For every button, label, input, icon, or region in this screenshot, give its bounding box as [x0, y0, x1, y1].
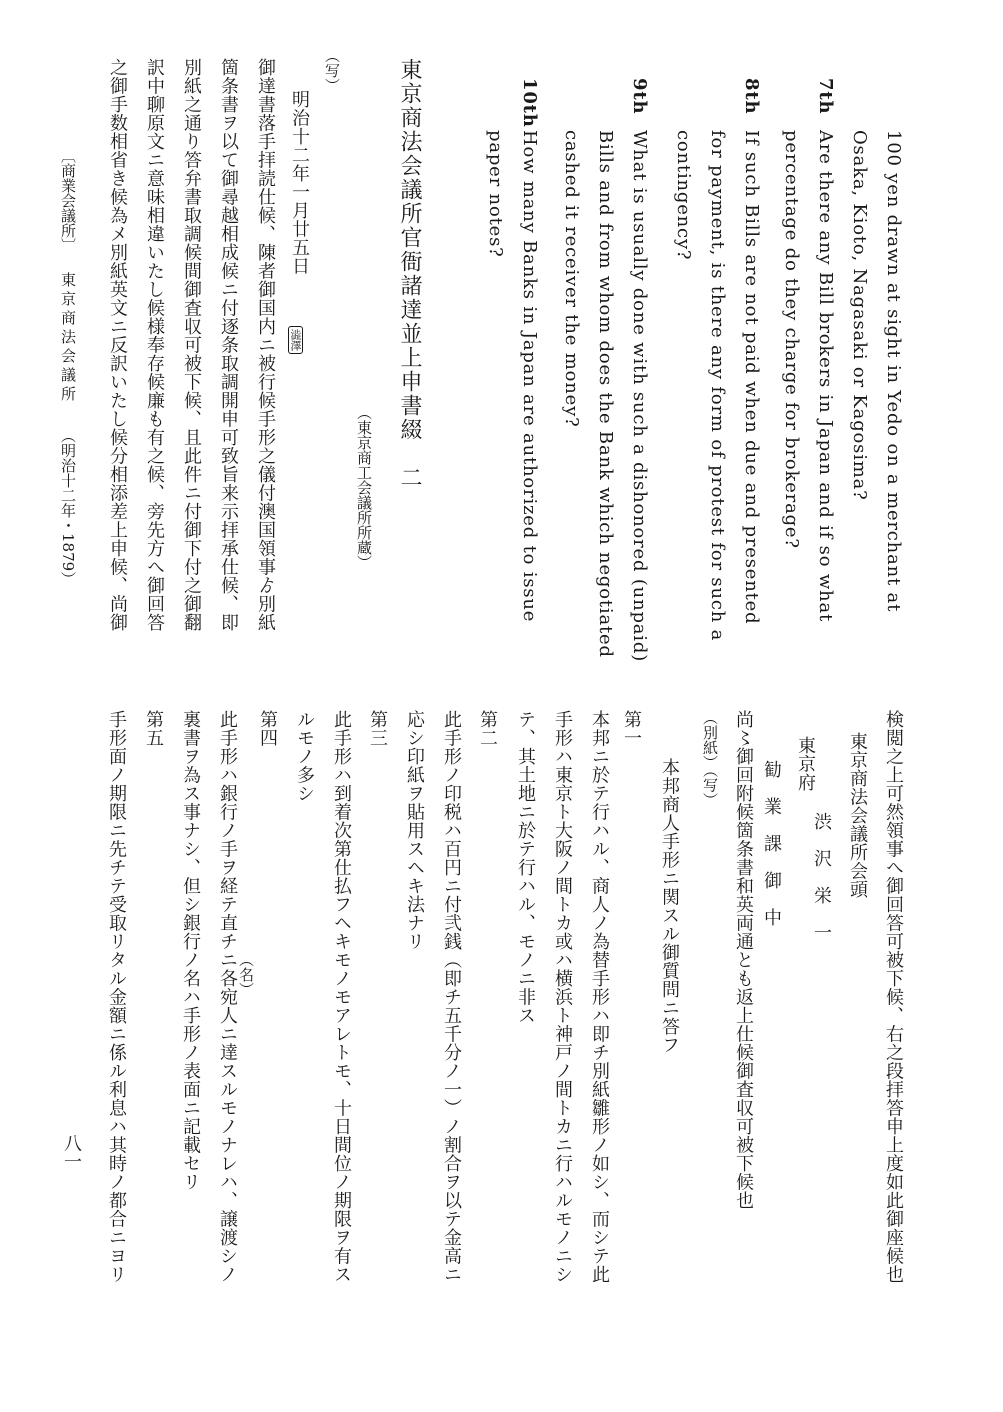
question-10-line-2: paper notes? [485, 130, 506, 258]
section-4-annotation: （名） [237, 952, 255, 997]
section-4-line-2: 裏書ヲ為ス事ナシ、但シ銀行ノ名ハ手形ノ表面ニ記載セリ [180, 710, 201, 1191]
letter-date: 明治十二年一月廿五日 [289, 90, 310, 275]
letter-body-line-4: 訳中聊原文ニ意味相違いたし候様奉存候廉も有之候、旁先方へ御回答 [144, 58, 165, 632]
question-7-line-2: percentage do they charge for brokerage? [781, 130, 802, 549]
sender-name: 渋 沢 栄 一 [811, 812, 832, 942]
section-4-title: 第四 [257, 710, 278, 747]
question-9-line-3: cashed it receiver the money? [561, 130, 582, 428]
section-1-line-3: テ、其土地ニ於テ行ハル、モノニ非ス [515, 710, 536, 1025]
section-2-line-1: 此手形ノ印税ハ百円ニ付弐銭（即チ五千分ノ一）ノ割合ヲ以テ金高ニ [441, 710, 462, 1284]
question-9-number: 9th [629, 78, 650, 115]
question-8-line-2: for payment, is there any form of protest for such a [707, 130, 728, 642]
question-8-line-1: If such Bills are not paid when due and presented [741, 130, 762, 625]
footer-year: （明治十二年・1879） [59, 428, 77, 587]
section-3-title: 第三 [367, 710, 388, 747]
section-1-line-1: 本邦ニ於テ行ハル、商人ノ為替手形ハ即チ別紙雛形ノ如シ、而シテ此 [589, 710, 610, 1284]
letter-body-line-5: 之御手数相省き候為メ別紙英文ニ反訳いたし候分相添差上申候、尚御 [107, 58, 128, 632]
section-5-line-1: 手形面ノ期限ニ先チテ受取リタル金額ニ係ル利息ハ其時ノ都合ニヨリ [106, 710, 127, 1284]
letter-body-line-2: 箇条書ヲ以て御尋越相成候ニ付逐条取調開申可致旨来示拝承仕候、即 [218, 58, 239, 632]
footer-category: 〔商業会議所〕 [59, 148, 77, 253]
question-8-number: 8th [741, 78, 762, 115]
postscript: 尚〻御回附候箇条書和英両通とも返上仕候御査収可被下候也 [733, 710, 754, 1210]
attachment-mark: （別紙）（写） [701, 710, 719, 808]
letter-body-line-1: 御達書落手拝読仕候、陳者御国内ニ被行候手形之儀付澳国領事ゟ別紙 [255, 58, 276, 632]
seal-stamp: 澁澤 [288, 326, 303, 354]
footer-organization: 東京商法会議所 [59, 272, 77, 405]
section-1-title: 第一 [621, 710, 642, 747]
question-8-line-3: contingency? [673, 130, 694, 261]
section-2-line-2: 応シ印紙ヲ貼用スヘキ法ナリ [404, 710, 425, 951]
attachment-title: 本邦商人手形ニ関スル御質問ニ答フ [659, 758, 680, 1054]
document-source: （東京商工会議所所蔵） [355, 405, 373, 570]
bottom-section [0, 706, 1003, 1412]
question-7-number: 7th [815, 78, 836, 115]
document-title: 東京商法会議所官衙諸達並上申書綴 二 [397, 58, 422, 490]
closing-line: 検閲之上可然領事へ御回答可被下候、右之段拝答申上度如此御座候也 [883, 710, 904, 1284]
question-10-number: 10th [519, 78, 540, 128]
section-5-title: 第五 [143, 710, 164, 747]
question-6-line-2: Osaka, Kioto, Nagasaki or Kagosima? [849, 130, 870, 501]
question-6-line-1: 100 yen drawn at sight in Yedo on a merchant at [883, 130, 904, 613]
section-3-line-1: 此手形ハ到着次第仕払フヘキモノモアレトモ、十日間位ノ期限ヲ有ス [331, 710, 352, 1284]
recipient-organization: 東京府 [795, 736, 816, 792]
copy-mark: （写） [323, 48, 341, 93]
sender-title: 東京商法会議所会頭 [847, 732, 868, 899]
question-7-line-1: Are there any Bill brokers in Japan and if so what [815, 130, 836, 623]
question-10-line-1: How many Banks in Japan are authorized to issue [519, 130, 540, 623]
question-9-line-2: Bills and from whom does the Bank which negotiated [595, 130, 616, 658]
section-2-title: 第二 [477, 710, 498, 747]
section-3-line-2: ルモノ多シ [294, 710, 315, 803]
letter-body-line-3: 別紙之通り答弁書取調候間御査収可被下候、且此件ニ付御下付之御翻 [181, 58, 202, 632]
question-9-line-1: What is usually done with such a dishonored (unpaid) [629, 130, 650, 663]
section-1-line-2: 手形ハ東京ト大阪ノ間トカ或ハ横浜ト神戸ノ間トカニ行ハルモノニシ [552, 710, 573, 1284]
page-number: 八一 [61, 1134, 82, 1170]
section-4-line-1: 此手形ハ銀行ノ手ヲ経テ直チニ各宛人ニ達スルモノナレハ、譲渡シノ [217, 710, 238, 1284]
recipient-department: 勧 業 課 御 中 [761, 760, 782, 927]
